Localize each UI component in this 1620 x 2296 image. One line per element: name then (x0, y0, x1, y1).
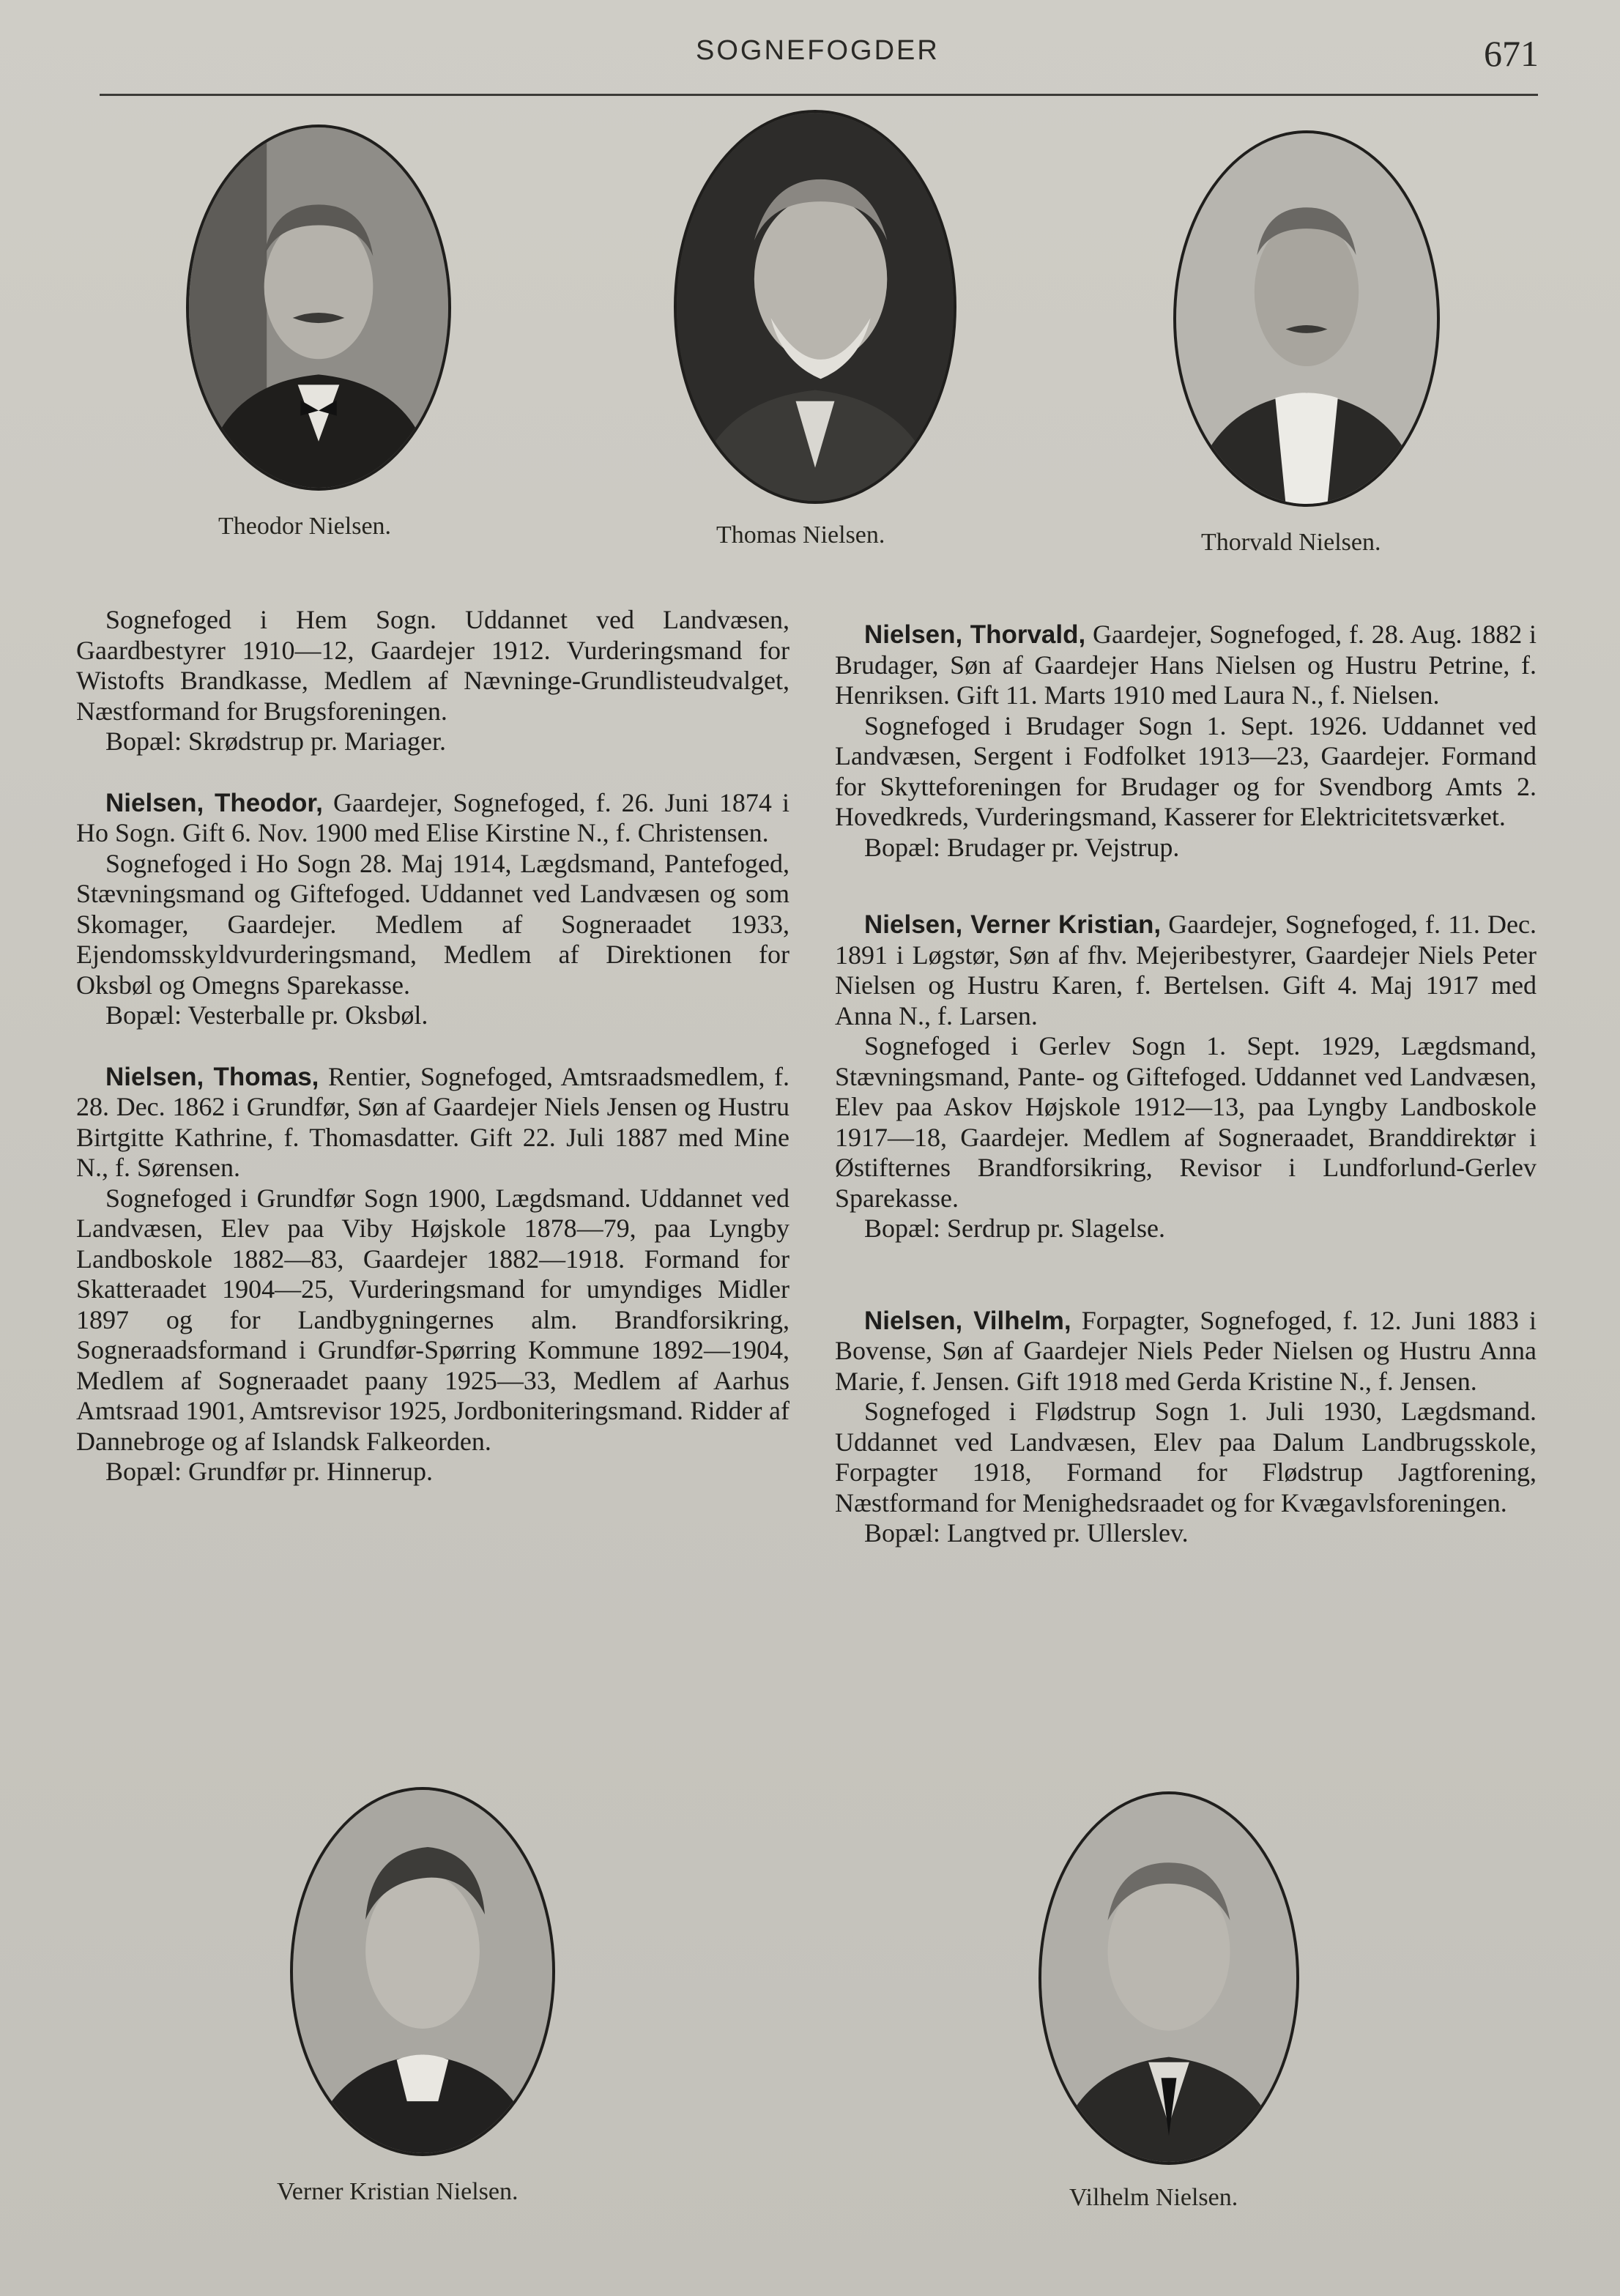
running-head (0, 32, 1620, 76)
entry-name: Nielsen, Theodor, (105, 788, 323, 817)
portrait-thomas-nielsen (674, 110, 956, 504)
portrait-photo (1041, 1794, 1296, 2162)
portrait-theodor-nielsen (186, 125, 451, 491)
portrait-photo (293, 1790, 552, 2153)
entry-name: Nielsen, Thomas, (105, 1062, 319, 1091)
entry-thorvald-nielsen (835, 620, 1537, 863)
entry-vilhelm-nielsen (835, 1306, 1537, 1549)
section-title: SOGNEFOGDER (696, 35, 940, 66)
left-column (76, 605, 789, 1487)
entry-intro-text: Gaardejer, Sognefoged, f. 26. Juni 1874 i Ho Sogn. Gift 6. Nov. 1900 med Elise Kirstine N., f. Christensen. (76, 787, 789, 847)
spacer (835, 1244, 1537, 1306)
entry-intro (835, 620, 1537, 711)
entry-intro-text: Gaardejer, Sognefoged, f. 11. Dec. 1891 i Løgstør, Søn af fhv. Mejeribestyrer, Gaardejer Niels Peter Nielsen og Hustru Karen, f. Bertelsen. Gift 4. Maj 1917 med Anna N., f. Larsen. (835, 910, 1537, 1030)
portrait-photo (1176, 133, 1437, 504)
entry-residence: Bopæl: Grundfør pr. Hinnerup. (105, 1457, 433, 1486)
entry-career: Sognefoged i Grundfør Sogn 1900, Lægdsmand. Uddannet ved Landvæsen, Elev paa Viby Højskole 1878—79, paa Lyngby Landboskole 1882—83, Gaardejer 1882—1918. Formand for Skatteraadet 1904—25, Vurderingsmand for umyndiges Midler 1897 og for Landbygningernes alm. Brandforsikring, Sogneraadsformand i Grundfør-Spørring Kommune 1892—1904, Medlem af Sogneraadet paany 1925—33, Medlem af Aarhus Amtsraad 1901, Amtsrevisor 1925, Jordboniteringsmand. Ridder af Dannebroge og af Islandsk Falkeorden. (76, 1183, 789, 1456)
entry-name: Nielsen, Vilhelm, (864, 1306, 1071, 1335)
entry-residence: Bopæl: Vesterballe pr. Oksbøl. (105, 1000, 428, 1030)
entry-name: Nielsen, Thorvald, (864, 620, 1086, 649)
spacer (835, 863, 1537, 910)
entry-career: Sognefoged i Hem Sogn. Uddannet ved Landvæsen, Gaardbestyrer 1910—12, Gaardejer 1912. Vurderingsmand for Wistofts Brandkasse, Medlem af Nævninge-Grundlisteudvalget, Næstformand for Brugsforeningen. (76, 605, 789, 726)
portrait-photo (677, 113, 954, 501)
entry-intro (835, 910, 1537, 1031)
portrait-thorvald-nielsen (1173, 130, 1440, 507)
portrait-caption: Verner Kristian Nielsen. (277, 2178, 519, 2205)
portrait-caption: Vilhelm Nielsen. (1069, 2184, 1238, 2211)
entry-career: Sognefoged i Gerlev Sogn 1. Sept. 1929, Lægdsmand, Stævningsmand, Pante- og Giftefoged. Uddannet ved Landvæsen, Elev paa Askov Højskole 1912—13, paa Lyngby Landboskole 1917—18, Gaardejer. Medlem af Sogneraadet, Branddirektør i Østifternes Brandforsikring, Revisor i Lundforlund-Gerlev Sparekasse. (835, 1031, 1537, 1213)
entry-intro-text: Gaardejer, Sognefoged, f. 28. Aug. 1882 i Brudager, Søn af Gaardejer Hans Nielsen og Hustru Petrine, f. Henriksen. Gift 11. Marts 1910 med Laura N., f. Nielsen. (835, 620, 1537, 710)
entry-residence: Bopæl: Langtved pr. Ullerslev. (864, 1518, 1189, 1548)
entry-career: Sognefoged i Flødstrup Sogn 1. Juli 1930, Lægdsmand. Uddannet ved Landvæsen, Elev paa Dalum Landbrugsskole, Forpagter 1918, Formand for Flødstrup Jagtforening, Næstformand for Menighedsraadet og for Kvægavlsforeningen. (835, 1397, 1537, 1517)
entry-intro (76, 1062, 789, 1184)
entry-intro-text: Rentier, Sognefoged, Amtsraadsmedlem, f. 28. Dec. 1862 i Grundfør, Søn af Gaardejer Niels Jensen og Hustru Birtgitte Kathrine, f. Thomasdatter. Gift 22. Juli 1887 med Mine N., f. Sørensen. (76, 1061, 789, 1182)
entry-intro (76, 788, 789, 849)
portrait-caption: Thorvald Nielsen. (1201, 529, 1381, 556)
portrait-photo (189, 127, 448, 488)
page-number: 671 (1484, 33, 1539, 74)
entry-career: Sognefoged i Ho Sogn 28. Maj 1914, Lægdsmand, Pantefoged, Stævningsmand og Giftefoged. Uddannet ved Landvæsen og som Skomager, Gaardejer. Medlem af Sogneraadet 1933, Ejendomsskyldvurderingsmand, Medlem af Direktionen for Oksbøl og Omegns Sparekasse. (76, 848, 789, 1000)
entry-name: Nielsen, Verner Kristian, (864, 910, 1162, 939)
entry-verner-kristian-nielsen (835, 910, 1537, 1244)
spacer (76, 757, 789, 788)
portrait-caption: Thomas Nielsen. (716, 521, 885, 549)
spacer (76, 1031, 789, 1062)
entry-residence: Bopæl: Skrødstrup pr. Mariager. (105, 727, 446, 756)
entry-thomas-nielsen (76, 1062, 789, 1487)
entry-continued (76, 605, 789, 757)
entry-residence: Bopæl: Brudager pr. Vejstrup. (864, 832, 1180, 862)
entry-intro-text: Forpagter, Sognefoged, f. 12. Juni 1883 i Bovense, Søn af Gaardejer Niels Peder Nielsen og Hustru Anna Marie, f. Jensen. Gift 1918 med Gerda Kristine N., f. Jensen. (835, 1305, 1537, 1396)
portrait-vilhelm-nielsen (1038, 1791, 1299, 2165)
portrait-verner-kristian-nielsen (290, 1787, 555, 2156)
entry-intro (835, 1306, 1537, 1397)
header-rule (100, 94, 1538, 96)
portrait-caption: Theodor Nielsen. (218, 513, 392, 540)
entry-residence: Bopæl: Serdrup pr. Slagelse. (864, 1214, 1165, 1243)
right-column (835, 620, 1537, 1549)
entry-career: Sognefoged i Brudager Sogn 1. Sept. 1926. Uddannet ved Landvæsen, Sergent i Fodfolket 1913—23, Gaardejer. Formand for Skytteforeningen for Brudager og for Svendborg Amts 2. Hovedkreds, Vurderingsmand, Kasserer for Elektricitetsværket. (835, 710, 1537, 831)
entry-theodor-nielsen (76, 788, 789, 1031)
